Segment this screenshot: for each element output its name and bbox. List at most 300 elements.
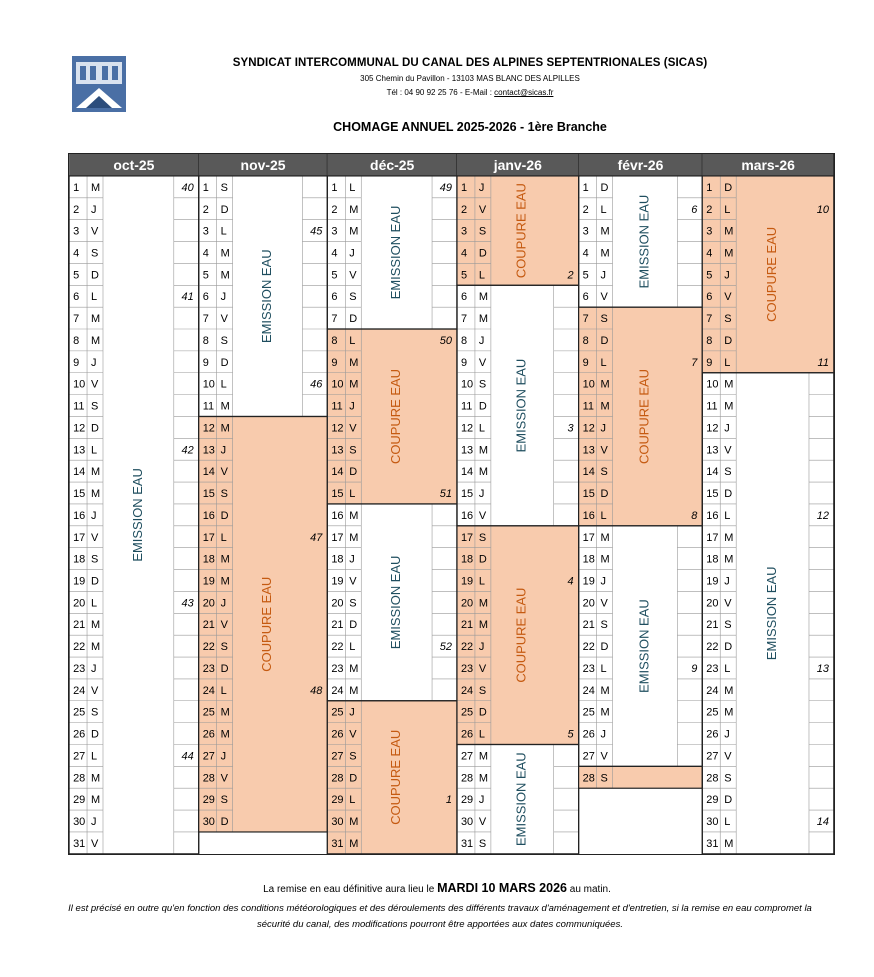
day-number: 5 — [73, 269, 80, 282]
emission-label: EMISSION EAU — [764, 566, 780, 661]
day-letter: S — [91, 247, 99, 260]
day-number: 5 — [460, 269, 468, 282]
day-number: 10 — [73, 378, 86, 391]
day-row — [702, 766, 834, 788]
day-row — [69, 591, 199, 613]
day-letter: S — [91, 706, 99, 719]
month-column-janv-26 — [457, 154, 579, 854]
day-row — [199, 198, 328, 220]
day-letter: V — [91, 531, 99, 544]
day-letter: M — [724, 684, 734, 697]
day-row — [702, 832, 834, 854]
day-letter: M — [349, 378, 359, 391]
email-link[interactable]: contact@sicas.fr — [494, 88, 554, 97]
day-letter: D — [220, 509, 229, 522]
week-number: 43 — [181, 597, 194, 610]
day-letter: S — [220, 794, 228, 807]
day-letter: M — [478, 772, 489, 785]
day-letter: V — [478, 816, 487, 829]
day-number: 2 — [582, 203, 589, 216]
day-number: 1 — [331, 181, 338, 194]
coupure-label: COUPURE EAU — [636, 368, 652, 464]
day-number: 1 — [460, 181, 468, 194]
day-number: 19 — [73, 575, 86, 588]
day-letter: J — [220, 750, 227, 763]
day-letter: D — [724, 794, 733, 807]
month-header-label: mars-26 — [741, 156, 795, 173]
day-number: 29 — [706, 794, 719, 807]
day-number: 6 — [460, 291, 468, 304]
day-number: 3 — [706, 225, 713, 238]
day-number: 8 — [331, 334, 338, 347]
day-number: 28 — [706, 772, 719, 785]
day-number: 13 — [582, 444, 595, 457]
coupure-label: COUPURE EAU — [258, 576, 274, 672]
day-number: 30 — [73, 816, 86, 829]
day-letter: M — [349, 684, 359, 697]
day-letter: L — [600, 356, 607, 369]
week-number: 40 — [181, 181, 194, 194]
day-row — [702, 526, 834, 548]
day-number: 24 — [202, 684, 215, 697]
day-number: 3 — [73, 225, 80, 238]
day-letter: J — [600, 269, 607, 282]
day-number: 28 — [331, 772, 344, 785]
day-letter: V — [349, 575, 357, 588]
day-letter: S — [478, 837, 487, 850]
day-letter: L — [220, 378, 227, 391]
day-letter: M — [220, 575, 230, 588]
day-number: 1 — [582, 181, 589, 194]
day-number: 14 — [706, 466, 719, 479]
day-letter: L — [478, 422, 486, 435]
day-row — [457, 307, 579, 329]
day-number: 18 — [73, 553, 86, 566]
day-letter: S — [600, 772, 608, 785]
day-number: 8 — [706, 334, 713, 347]
day-letter: S — [220, 641, 228, 654]
day-number: 23 — [331, 662, 344, 675]
day-row — [702, 788, 834, 810]
day-letter: S — [600, 466, 608, 479]
day-letter: V — [724, 444, 732, 457]
day-row — [69, 220, 199, 242]
day-number: 16 — [582, 509, 595, 522]
day-letter: D — [220, 203, 229, 216]
day-number: 20 — [582, 597, 595, 610]
day-letter: M — [600, 706, 610, 719]
day-letter: L — [600, 662, 607, 675]
day-number: 11 — [331, 400, 343, 413]
phone-label: Tél : 04 90 92 25 76 - E-Mail : — [386, 88, 495, 97]
day-number: 2 — [460, 203, 468, 216]
day-row — [69, 395, 199, 417]
day-row — [457, 504, 579, 526]
day-number: 5 — [582, 269, 589, 282]
day-number: 1 — [73, 181, 80, 194]
day-number: 15 — [331, 488, 344, 501]
day-number: 31 — [706, 837, 719, 850]
week-number: 11 — [817, 356, 829, 369]
day-row — [69, 679, 199, 701]
day-row — [69, 788, 199, 810]
day-letter: M — [724, 706, 734, 719]
sicas-logo — [72, 56, 126, 112]
day-letter: S — [724, 313, 732, 326]
day-number: 6 — [73, 291, 80, 304]
day-number: 10 — [582, 378, 595, 391]
emission-label: EMISSION EAU — [636, 599, 652, 693]
week-number: 47 — [310, 531, 323, 544]
week-number: 44 — [181, 750, 194, 763]
day-number: 24 — [331, 684, 344, 697]
day-row — [327, 504, 457, 526]
day-number: 11 — [460, 400, 473, 413]
calendar-grid — [68, 153, 835, 855]
month-header-label: déc-25 — [370, 156, 415, 173]
day-letter: M — [220, 247, 230, 260]
day-letter: L — [91, 597, 98, 610]
day-letter: J — [478, 181, 485, 194]
day-letter: S — [724, 619, 732, 632]
day-letter: D — [91, 422, 99, 435]
day-number: 2 — [73, 203, 80, 216]
day-row — [69, 176, 199, 198]
day-number: 26 — [73, 728, 86, 741]
day-number: 24 — [706, 684, 719, 697]
week-number: 52 — [439, 641, 452, 654]
day-letter: S — [91, 553, 99, 566]
day-number: 23 — [73, 662, 86, 675]
day-letter: J — [349, 553, 355, 566]
day-number: 18 — [331, 553, 344, 566]
day-letter: L — [91, 444, 98, 457]
day-number: 25 — [460, 706, 474, 719]
month-header-label: nov-25 — [240, 156, 286, 173]
day-number: 27 — [331, 750, 344, 763]
day-letter: M — [220, 706, 230, 719]
day-letter: L — [600, 203, 607, 216]
day-letter: S — [220, 488, 228, 501]
day-letter: D — [724, 641, 733, 654]
reopening-notice — [0, 881, 874, 895]
week-number: 6 — [691, 203, 698, 216]
day-letter: V — [349, 269, 357, 282]
day-number: 30 — [202, 816, 215, 829]
month-header-label: oct-25 — [113, 156, 155, 173]
day-number: 28 — [202, 772, 215, 785]
day-number: 15 — [706, 488, 719, 501]
day-number: 21 — [582, 619, 595, 632]
day-number: 21 — [202, 619, 215, 632]
day-letter: M — [349, 662, 359, 675]
day-letter: L — [724, 816, 731, 829]
day-number: 16 — [460, 509, 474, 522]
day-letter: V — [478, 509, 487, 522]
day-letter: D — [349, 466, 358, 479]
day-letter: M — [600, 531, 610, 544]
day-letter: J — [724, 422, 730, 435]
day-row — [69, 416, 199, 438]
day-number: 10 — [202, 378, 215, 391]
day-letter: M — [91, 488, 101, 501]
week-number: 14 — [816, 816, 829, 829]
day-letter: S — [478, 684, 487, 697]
day-number: 16 — [331, 509, 344, 522]
notice-prefix: La remise en eau définitive aura lieu le — [263, 884, 438, 895]
day-letter: M — [349, 816, 359, 829]
day-number: 7 — [706, 313, 713, 326]
day-letter: M — [600, 225, 610, 238]
day-letter: J — [600, 575, 607, 588]
day-letter: M — [478, 444, 489, 457]
day-number: 9 — [582, 356, 589, 369]
day-letter: M — [478, 597, 489, 610]
day-row — [457, 482, 579, 504]
day-row — [69, 438, 199, 460]
day-letter: L — [724, 356, 731, 369]
week-number: 8 — [691, 509, 698, 522]
day-letter: M — [220, 422, 230, 435]
coupure-label: COUPURE EAU — [388, 368, 404, 464]
day-number: 23 — [706, 662, 719, 675]
day-number: 28 — [73, 772, 86, 785]
day-number: 25 — [706, 706, 719, 719]
day-number: 24 — [582, 684, 595, 697]
day-number: 20 — [202, 597, 215, 610]
day-letter: M — [91, 794, 101, 807]
reopening-date: MARDI 10 MARS 2026 — [437, 881, 567, 895]
day-row — [69, 832, 199, 854]
week-number: 45 — [310, 225, 323, 238]
month-column-déc-25 — [327, 154, 457, 854]
day-letter: J — [349, 247, 355, 260]
day-letter: L — [91, 291, 98, 304]
month-column-oct-25 — [69, 154, 199, 854]
day-letter: J — [600, 422, 607, 435]
day-number: 9 — [73, 356, 80, 369]
day-row — [457, 460, 579, 482]
day-letter: V — [220, 772, 228, 785]
day-number: 27 — [582, 750, 595, 763]
day-number: 11 — [73, 400, 85, 413]
day-number: 7 — [460, 313, 468, 326]
day-number: 12 — [202, 422, 215, 435]
day-row — [702, 504, 834, 526]
day-number: 4 — [582, 247, 589, 260]
day-letter: V — [220, 466, 228, 479]
day-number: 30 — [706, 816, 719, 829]
day-letter: M — [91, 334, 101, 347]
day-row — [702, 548, 834, 570]
day-letter: M — [600, 378, 610, 391]
day-number: 27 — [706, 750, 719, 763]
day-number: 31 — [73, 837, 86, 850]
day-letter: S — [349, 750, 357, 763]
day-letter: M — [220, 400, 230, 413]
day-letter: M — [349, 356, 359, 369]
day-letter: V — [600, 291, 608, 304]
day-letter: M — [220, 269, 230, 282]
day-number: 30 — [460, 816, 474, 829]
day-number: 15 — [460, 488, 474, 501]
day-number: 17 — [331, 531, 344, 544]
day-number: 26 — [582, 728, 595, 741]
day-number: 2 — [706, 203, 713, 216]
day-number: 22 — [202, 641, 215, 654]
day-row — [69, 701, 199, 723]
day-letter: V — [600, 444, 608, 457]
day-letter: M — [724, 531, 734, 544]
day-number: 10 — [460, 378, 474, 391]
day-number: 18 — [706, 553, 719, 566]
day-letter: M — [91, 313, 101, 326]
day-letter: V — [91, 684, 99, 697]
day-number: 26 — [202, 728, 215, 741]
day-letter: L — [478, 269, 486, 282]
day-letter: M — [220, 728, 230, 741]
day-number: 26 — [331, 728, 344, 741]
day-letter: M — [349, 203, 359, 216]
day-letter: D — [724, 334, 733, 347]
coupure-label: COUPURE EAU — [388, 729, 404, 825]
day-letter: M — [724, 400, 734, 413]
day-letter: S — [478, 531, 487, 544]
day-number: 26 — [706, 728, 719, 741]
day-number: 20 — [460, 597, 474, 610]
day-letter: J — [478, 641, 485, 654]
day-letter: M — [91, 619, 101, 632]
day-row — [702, 701, 834, 723]
day-row — [69, 329, 199, 351]
day-letter: V — [220, 619, 228, 632]
day-number: 3 — [582, 225, 589, 238]
day-number: 22 — [73, 641, 86, 654]
day-number: 22 — [460, 641, 474, 654]
organization-contact — [160, 88, 780, 97]
day-letter: S — [600, 619, 608, 632]
day-number: 5 — [202, 269, 209, 282]
day-letter: V — [478, 356, 487, 369]
week-number: 51 — [439, 488, 452, 501]
day-number: 8 — [582, 334, 589, 347]
day-number: 7 — [582, 313, 589, 326]
day-number: 5 — [331, 269, 338, 282]
day-number: 25 — [202, 706, 215, 719]
day-letter: D — [220, 816, 229, 829]
day-letter: M — [724, 553, 734, 566]
day-number: 29 — [460, 794, 474, 807]
day-row — [69, 635, 199, 657]
day-row — [579, 526, 703, 548]
day-number: 29 — [73, 794, 86, 807]
day-row — [327, 526, 457, 548]
day-letter: M — [478, 619, 489, 632]
day-number: 4 — [460, 247, 468, 260]
day-letter: L — [724, 203, 731, 216]
day-number: 25 — [73, 706, 86, 719]
day-letter: V — [724, 750, 732, 763]
day-number: 12 — [582, 422, 595, 435]
day-letter: D — [600, 488, 609, 501]
day-row — [199, 220, 328, 242]
day-number: 8 — [73, 334, 80, 347]
week-number: 13 — [816, 662, 829, 675]
coupure-label: COUPURE EAU — [513, 183, 529, 279]
day-number: 17 — [73, 531, 86, 544]
month-column-nov-25 — [199, 154, 328, 854]
day-letter: M — [724, 225, 734, 238]
day-letter: S — [600, 313, 608, 326]
day-letter: M — [349, 531, 359, 544]
day-number: 22 — [582, 641, 595, 654]
organization-name: SYNDICAT INTERCOMMUNAL DU CANAL DES ALPINES SEPTENTRIONALES (SICAS) — [232, 57, 708, 69]
day-row — [702, 373, 834, 395]
day-letter: M — [724, 378, 734, 391]
day-letter: D — [349, 313, 358, 326]
day-number: 19 — [460, 575, 474, 588]
week-number: 49 — [439, 181, 452, 194]
day-letter: M — [600, 684, 610, 697]
day-row — [702, 723, 834, 745]
day-row — [69, 766, 199, 788]
day-number: 26 — [460, 728, 474, 741]
day-letter: D — [220, 662, 229, 675]
day-number: 22 — [706, 641, 719, 654]
day-row — [69, 657, 199, 679]
day-letter: L — [349, 181, 356, 194]
day-number: 18 — [202, 553, 215, 566]
week-number: 41 — [181, 291, 194, 304]
day-row — [69, 242, 199, 264]
day-row — [69, 263, 199, 285]
day-number: 29 — [331, 794, 344, 807]
day-letter: V — [600, 597, 608, 610]
day-letter: J — [91, 816, 97, 829]
day-letter: L — [349, 794, 356, 807]
day-number: 30 — [331, 816, 344, 829]
day-number: 18 — [460, 553, 474, 566]
organization-address: 305 Chemin du Pavillon - 13103 MAS BLANC DES ALPILLES — [360, 74, 580, 83]
day-number: 19 — [202, 575, 215, 588]
day-row — [457, 285, 579, 307]
day-letter: J — [91, 203, 97, 216]
week-number: 46 — [310, 378, 323, 391]
day-number: 10 — [331, 378, 344, 391]
day-row — [327, 679, 457, 701]
day-letter: S — [724, 466, 732, 479]
day-letter: S — [349, 597, 357, 610]
day-row — [702, 482, 834, 504]
day-letter: D — [724, 181, 733, 194]
day-letter: D — [91, 269, 99, 282]
day-letter: M — [91, 641, 101, 654]
week-number: 9 — [691, 662, 698, 675]
day-letter: M — [600, 400, 610, 413]
day-number: 16 — [73, 509, 86, 522]
day-number: 27 — [202, 750, 215, 763]
day-letter: D — [600, 181, 609, 194]
day-row — [327, 307, 457, 329]
day-number: 12 — [331, 422, 344, 435]
month-header-label: févr-26 — [617, 156, 664, 173]
day-letter: D — [220, 356, 229, 369]
day-number: 4 — [202, 247, 209, 260]
day-letter: V — [724, 291, 732, 304]
day-row — [199, 373, 328, 395]
day-row — [702, 395, 834, 417]
day-letter: J — [724, 269, 730, 282]
